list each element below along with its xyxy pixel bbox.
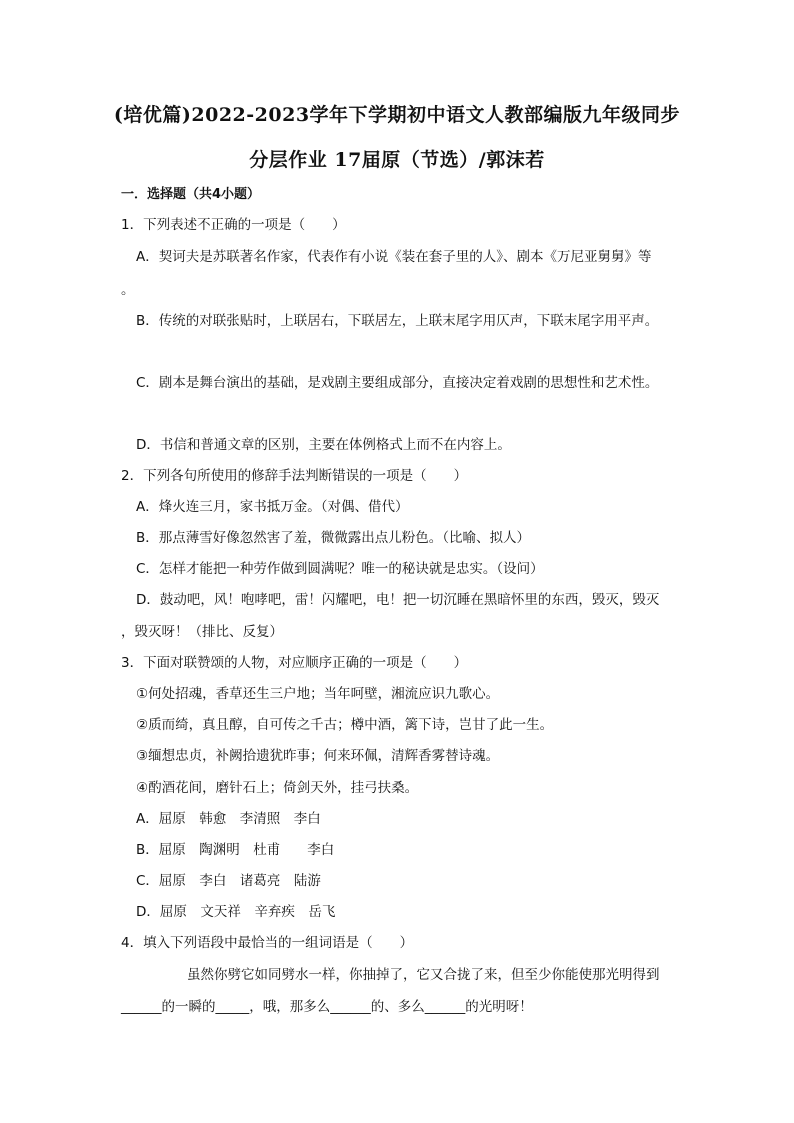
question-2-option-d-continuation: ，毁灭呀！（排比、反复） — [121, 624, 283, 640]
question-3-option-b: B．屈原 陶渊明 杜甫 李白 — [136, 842, 335, 858]
question-3-couplet-2: ②质而绮，真且醇，自可传之千古；樽中酒，篱下诗，岂甘了此一生。 — [136, 717, 554, 733]
question-3-option-d: D．屈原 文天祥 辛弃疾 岳飞 — [136, 904, 336, 920]
question-4-stem: 4．填入下列语段中最恰当的一组词语是（ ） — [121, 935, 414, 951]
question-1-option-a-continuation: 。 — [121, 282, 135, 298]
question-1-option-b: B．传统的对联张贴时，上联居右，下联居左，上联末尾字用仄声，下联末尾字用平声。 — [136, 313, 659, 329]
question-4-paragraph: 虽然你劈它如同劈水一样，你抽掉了，它又合拢了来，但至少你能使那光明得到 — [187, 967, 660, 983]
document-title-line-2: 分层作业 17届原（节选）/郭沫若 — [249, 149, 545, 171]
question-3-option-c: C．屈原 李白 诸葛亮 陆游 — [136, 873, 321, 889]
question-4-paragraph-continuation: ______的一瞬的_____，哦，那多么______的、多么______的光明呀！ — [121, 999, 533, 1015]
document-title-line-1: (培优篇)2022-2023学年下学期初中语文人教部编版九年级同步 — [113, 104, 681, 126]
question-2-option-b: B．那点薄雪好像忽然害了羞，微微露出点儿粉色。（比喻、拟人） — [136, 530, 531, 546]
question-2-option-d: D．鼓动吧，风！咆哮吧，雷！闪耀吧，电！把一切沉睡在黑暗怀里的东西，毁灭，毁灭 — [136, 592, 660, 608]
question-1-stem: 1．下列表述不正确的一项是（ ） — [121, 217, 346, 233]
section-heading: 一．选择题（共4小题） — [121, 187, 261, 202]
question-3-option-a: A．屈原 韩愈 李清照 李白 — [136, 811, 321, 827]
question-3-couplet-3: ③缅想忠贞，补阙拾遗犹昨事；何来环佩，清辉香雾替诗魂。 — [136, 748, 500, 764]
question-3-stem: 3．下面对联赞颂的人物，对应顺序正确的一项是（ ） — [121, 655, 468, 671]
question-1-option-d: D．书信和普通文章的区别，主要在体例格式上而不在内容上。 — [136, 437, 511, 453]
question-1-option-a: A．契诃夫是苏联著名作家，代表作有小说《装在套子里的人》、剧本《万尼亚舅舅》等 — [136, 249, 652, 265]
question-3-couplet-1: ①何处招魂，香草还生三户地；当年呵壁，湘流应识九歌心。 — [136, 686, 500, 702]
question-2-option-c: C．怎样才能把一种劳作做到圆满呢？唯一的秘诀就是忠实。（设问） — [136, 561, 544, 577]
question-2-stem: 2．下列各句所使用的修辞手法判断错误的一项是（ ） — [121, 468, 468, 484]
question-2-option-a: A．烽火连三月，家书抵万金。（对偶、借代） — [136, 499, 409, 515]
question-1-option-c: C．剧本是舞台演出的基础，是戏剧主要组成部分，直接决定着戏剧的思想性和艺术性。 — [136, 375, 659, 391]
question-3-couplet-4: ④酌酒花间，磨针石上；倚剑天外，挂弓扶桑。 — [136, 780, 419, 796]
